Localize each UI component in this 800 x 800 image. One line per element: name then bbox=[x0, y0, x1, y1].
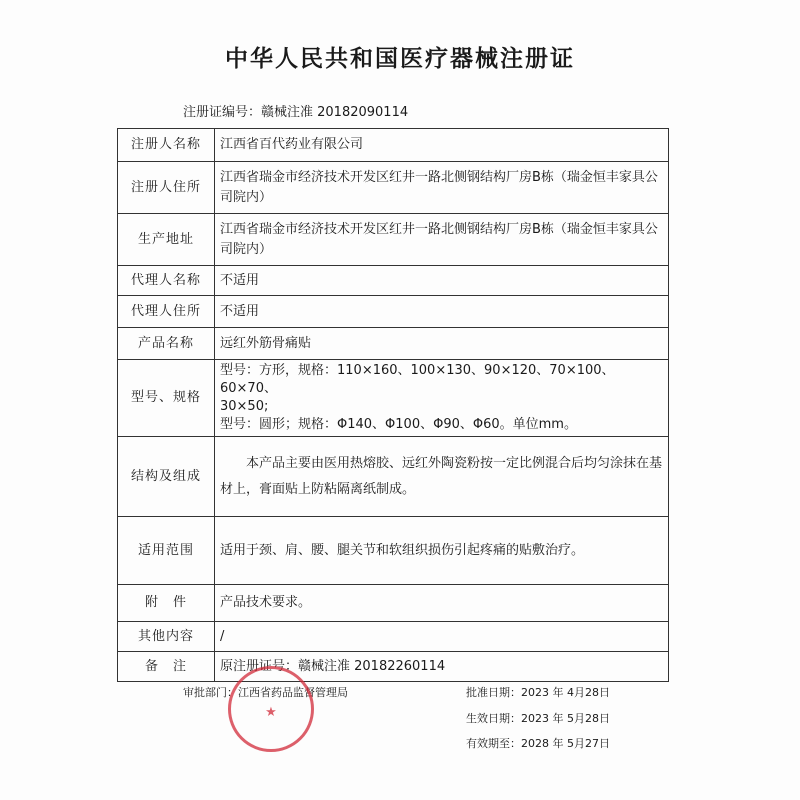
table-row bbox=[118, 162, 669, 214]
spec-line: 型号：圆形；规格：Φ140、Φ100、Φ90、Φ60。单位mm。 bbox=[220, 417, 577, 432]
seal-icon bbox=[231, 669, 311, 749]
row-value: 原注册证号：赣械注准 20182260114 bbox=[215, 652, 669, 682]
table-row bbox=[118, 266, 669, 296]
table-row bbox=[118, 585, 669, 622]
official-seal bbox=[228, 666, 314, 752]
row-label: 生产地址 bbox=[118, 214, 215, 266]
row-label: 结构及组成 bbox=[118, 437, 215, 517]
row-value bbox=[215, 360, 669, 437]
expiry-date: 有效期至：2028 年 5月27日 bbox=[466, 737, 610, 750]
row-value: 江西省瑞金市经济技术开发区红井一路北侧钢结构厂房B栋（瑞金恒丰家具公司院内） bbox=[215, 214, 669, 266]
row-label: 产品名称 bbox=[118, 328, 215, 360]
row-value: / bbox=[215, 622, 669, 652]
row-label: 备 注 bbox=[118, 652, 215, 682]
row-label: 其他内容 bbox=[118, 622, 215, 652]
row-label: 注册人住所 bbox=[118, 162, 215, 214]
row-value: 江西省百代药业有限公司 bbox=[215, 129, 669, 162]
table-row bbox=[118, 437, 669, 517]
document-title: 中华人民共和国医疗器械注册证 bbox=[225, 46, 575, 72]
table-row bbox=[118, 214, 669, 266]
approver: 审批部门：江西省药品监督管理局 bbox=[183, 686, 348, 699]
table-row bbox=[118, 296, 669, 328]
row-value: 不适用 bbox=[215, 296, 669, 328]
table-row bbox=[118, 652, 669, 682]
row-label: 代理人名称 bbox=[118, 266, 215, 296]
svg-text:★: ★ bbox=[265, 705, 277, 720]
spec-line: 30×50; bbox=[220, 399, 269, 414]
effective-date: 生效日期：2023 年 5月28日 bbox=[466, 712, 610, 725]
row-value: 适用于颈、肩、腰、腿关节和软组织损伤引起疼痛的贴敷治疗。 bbox=[215, 517, 669, 585]
approval-date: 批准日期：2023 年 4月28日 bbox=[466, 686, 610, 699]
row-label: 型号、规格 bbox=[118, 360, 215, 437]
table-row bbox=[118, 517, 669, 585]
registration-number: 注册证编号：赣械注准 20182090114 bbox=[183, 105, 409, 120]
row-label: 注册人名称 bbox=[118, 129, 215, 162]
certificate-table bbox=[117, 128, 669, 682]
table-row bbox=[118, 622, 669, 652]
row-label: 代理人住所 bbox=[118, 296, 215, 328]
row-value: 产品技术要求。 bbox=[215, 585, 669, 622]
row-label: 适用范围 bbox=[118, 517, 215, 585]
row-label: 附 件 bbox=[118, 585, 215, 622]
table-row bbox=[118, 129, 669, 162]
table-row bbox=[118, 328, 669, 360]
row-value: 远红外筋骨痛贴 bbox=[215, 328, 669, 360]
row-value: 不适用 bbox=[215, 266, 669, 296]
table-row bbox=[118, 360, 669, 437]
spec-line: 型号：方形，规格：110×160、100×130、90×120、70×100、60×70、 bbox=[220, 363, 615, 396]
row-value: 江西省瑞金市经济技术开发区红井一路北侧钢结构厂房B栋（瑞金恒丰家具公司院内） bbox=[215, 162, 669, 214]
row-value: 本产品主要由医用热熔胶、远红外陶瓷粉按一定比例混合后均匀涂抹在基材上，膏面贴上防粘隔离纸制成。 bbox=[215, 437, 669, 517]
